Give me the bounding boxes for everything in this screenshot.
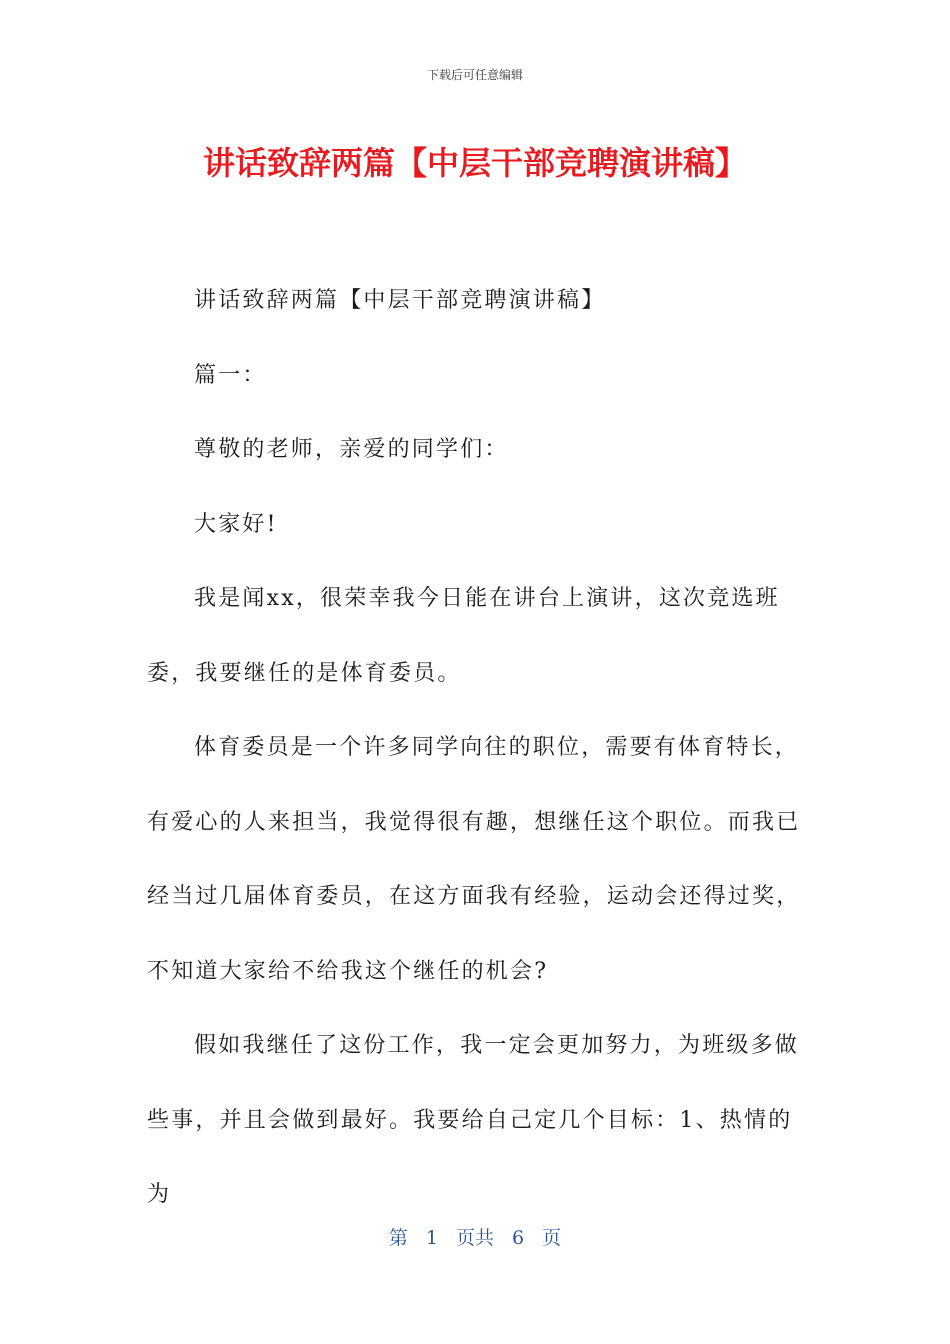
paragraph-body: 我是闻xx，很荣幸我今日能在讲台上演讲，这次竞选班委，我要继任的是体育委员。 — [147, 586, 780, 686]
page-header-note: 下载后可任意编辑 — [426, 68, 523, 82]
paragraph-greeting: 大家好! — [194, 511, 278, 537]
page-footer — [0, 1224, 950, 1252]
paragraph-body: 假如我继任了这份工作，我一定会更加努力，为班级多做些事，并且会做到最好。我要给自己定几个目标：1、热情的为 — [147, 1033, 800, 1207]
footer-page-word: 第 — [388, 1227, 408, 1249]
document-title: 讲话致辞两篇【中层干部竞聘演讲稿】 — [202, 144, 747, 182]
paragraph-body: 体育委员是一个许多同学向往的职位，需要有体育特长，有爱心的人来担当，我觉得很有趣，想继任这个职位。而我已经当过几届体育委员，在这方面我有经验，运动会还得过奖，不知道大家给不给我这个继任的机会? — [147, 735, 801, 984]
paragraph-salutation: 尊敬的老师，亲爱的同学们： — [194, 437, 509, 462]
footer-page-end-word: 页 — [542, 1227, 562, 1249]
footer-total-pages: 6 — [512, 1227, 525, 1249]
document-body — [147, 264, 809, 1233]
footer-page-total-word: 页共 — [455, 1227, 494, 1249]
paragraph-subtitle: 讲话致辞两篇【中层干部竞聘演讲稿】 — [194, 288, 606, 313]
footer-current-page: 1 — [425, 1227, 438, 1249]
paragraph-section-label: 篇一： — [194, 362, 267, 388]
